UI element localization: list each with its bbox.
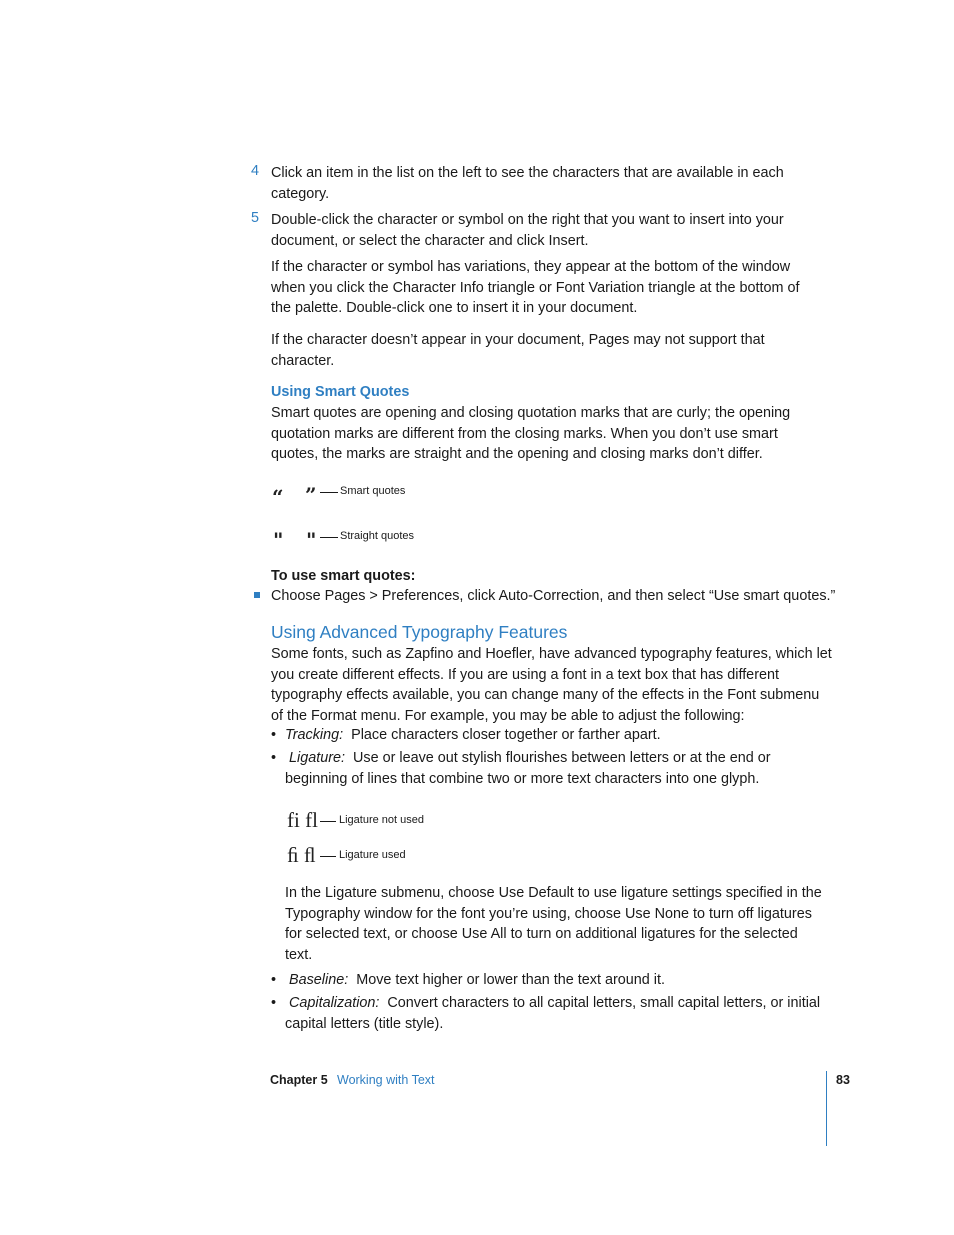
- text-line: when you click the Character Info triangle or Font Variation triangle at the bottom of: [271, 279, 800, 296]
- term: Capitalization:: [289, 995, 380, 1011]
- text-line: Typography window for the font you’re using, choose Use None to turn off ligatures: [285, 905, 812, 922]
- smart-close-quote: ”: [305, 483, 317, 507]
- step-line: category.: [271, 185, 330, 202]
- bullet-icon: •: [271, 972, 277, 988]
- step-line: Click an item in the list on the left to see the characters that are available in each: [271, 165, 784, 181]
- definition: Use or leave out stylish flourishes between letters or at the end or: [353, 750, 771, 766]
- text-line: of the Format menu. For example, you may be able to adjust the following:: [271, 707, 745, 724]
- callout-line: [320, 537, 338, 538]
- list-item-baseline: [285, 970, 665, 991]
- text-line: If the character doesn’t appear in your document, Pages may not support that: [271, 332, 765, 348]
- term: Ligature:: [289, 750, 346, 766]
- caption-ligature-used: Ligature used: [339, 849, 406, 861]
- text-line: Some fonts, such as Zapfino and Hoefler, have advanced typography features, which let: [271, 646, 832, 662]
- text-line: If the character or symbol has variations, they appear at the bottom of the window: [271, 259, 791, 275]
- caption-straight-quotes: Straight quotes: [340, 530, 414, 542]
- bullet-icon: •: [271, 727, 277, 743]
- bullet-icon: •: [271, 750, 277, 766]
- paragraph-advanced: [271, 644, 832, 726]
- definition: beginning of lines that combine two or more text characters into one glyph.: [285, 770, 760, 787]
- term: Baseline:: [289, 972, 349, 988]
- footer-chapter: Chapter 5: [270, 1073, 328, 1087]
- definition: Move text higher or lower than the text around it.: [356, 972, 665, 988]
- text-line: character.: [271, 352, 335, 369]
- text-line: quotation marks are different from the closing marks. When you don’t use smart: [271, 425, 778, 442]
- caption-smart-quotes: Smart quotes: [340, 485, 406, 497]
- step-text: [271, 163, 784, 204]
- footer-page-number: 83: [836, 1073, 850, 1087]
- step-number: 5: [251, 210, 260, 226]
- text-line: for selected text, or choose Use All to turn on additional ligatures for the selected: [285, 926, 798, 942]
- text-line: quotes, the marks are straight and the opening and closing marks don’t differ.: [271, 446, 763, 462]
- list-item-capitalization: [285, 993, 820, 1034]
- ligature-not-used-sample: fi fl: [287, 808, 318, 832]
- text-line: typography effects available, you can change many of the effects in the Font submenu: [271, 687, 820, 703]
- bullet-icon: •: [271, 995, 277, 1011]
- list-item-ligature: [285, 748, 771, 789]
- text-line: you create different effects. If you are using a font in a text box that has different: [271, 666, 779, 683]
- paragraph-ligature: [285, 883, 822, 965]
- definition: capital letters (title style).: [285, 1015, 444, 1032]
- callout-line: [320, 856, 336, 857]
- heading-advanced-typography: Using Advanced Typography Features: [271, 622, 568, 642]
- step-text: [271, 210, 784, 251]
- callout-line: [320, 492, 338, 493]
- smart-open-quote: “: [272, 485, 284, 509]
- text-line: In the Ligature submenu, choose Use Default to use ligature settings specified in the: [285, 885, 822, 901]
- straight-open-quote: ": [273, 528, 284, 552]
- caption-ligature-not-used: Ligature not used: [339, 814, 425, 826]
- step-number: 4: [251, 163, 260, 179]
- callout-line: [320, 821, 336, 822]
- definition: Convert characters to all capital letters, small capital letters, or initial: [387, 995, 821, 1011]
- ligature-used-sample: ﬁ ﬂ: [287, 843, 316, 867]
- paragraph-not-appear: [271, 330, 765, 371]
- footer-chapter-title: Working with Text: [337, 1073, 435, 1087]
- task-bullet-icon: [254, 592, 260, 598]
- step-line: Double-click the character or symbol on the right that you want to insert into your: [271, 212, 784, 228]
- text-line: Smart quotes are opening and closing quotation marks that are curly; the opening: [271, 405, 791, 421]
- task-item: Choose Pages > Preferences, click Auto-Correction, and then select “Use smart quotes.”: [271, 588, 836, 604]
- text-line: the palette. Double-click one to insert it in your document.: [271, 300, 638, 316]
- paragraph-smart-quotes: [271, 403, 790, 465]
- paragraph-variations: [271, 257, 799, 319]
- task-heading: To use smart quotes:: [271, 568, 416, 584]
- footer-divider: [826, 1071, 827, 1146]
- step-line: document, or select the character and click Insert.: [271, 232, 589, 249]
- list-item-tracking: [285, 725, 661, 746]
- definition: Place characters closer together or farther apart.: [351, 727, 661, 743]
- straight-close-quote: ": [306, 528, 317, 552]
- text-line: text.: [285, 946, 313, 963]
- subheading-smart-quotes: Using Smart Quotes: [271, 384, 410, 400]
- term: Tracking:: [285, 727, 344, 743]
